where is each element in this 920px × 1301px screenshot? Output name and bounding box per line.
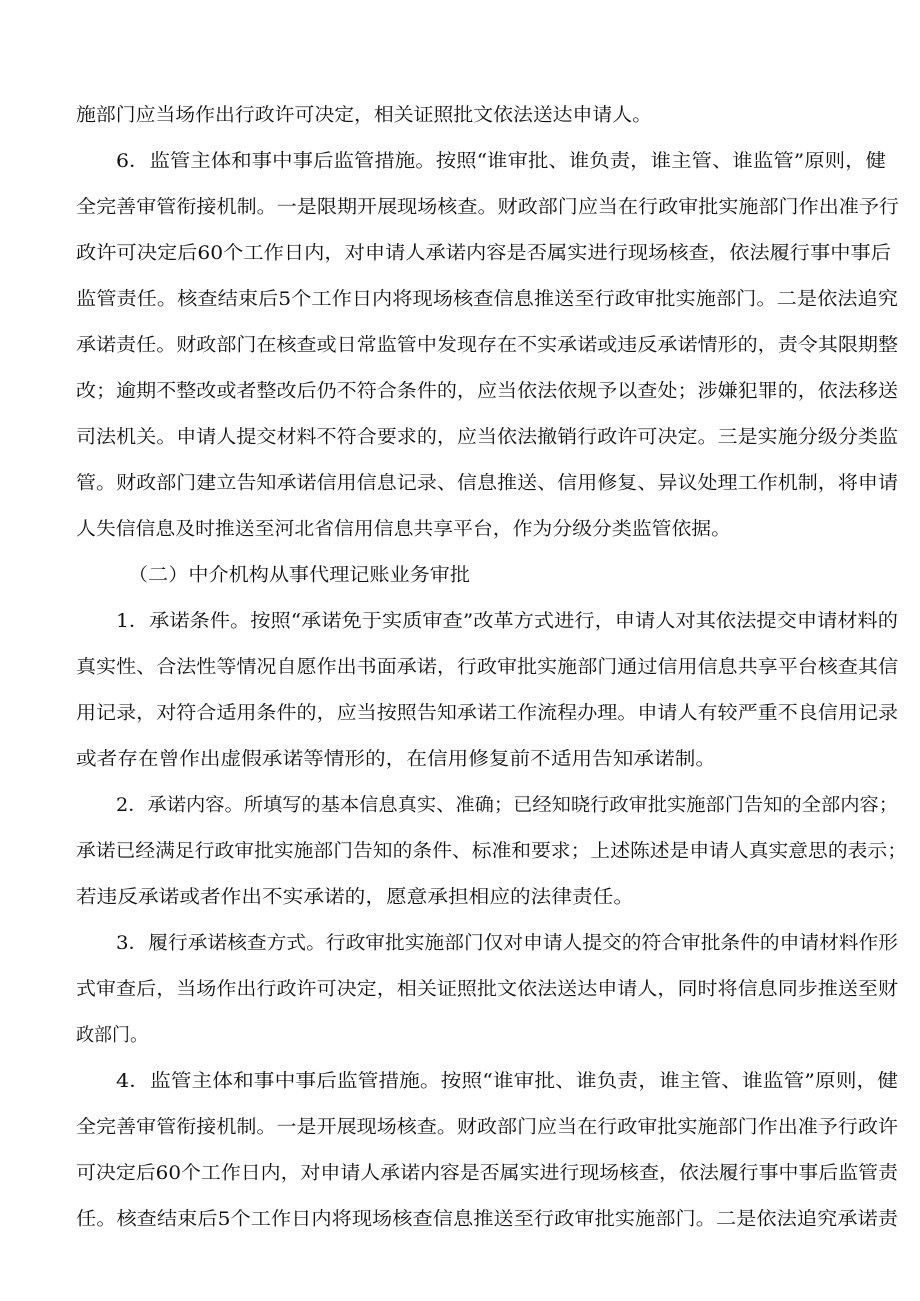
text-line-content: 1．承诺条件。按照“承诺免于实质审查”改革方式进行，申请人对其依法提交申请材料的 [116,611,898,632]
text-line [76,418,920,458]
text-line [116,1062,920,1102]
text-line [76,464,920,504]
text-line-content: 可决定后60个工作日内，对申请人承诺内容是否属实进行现场核查，依法履行事中事后监管责 [76,1163,899,1184]
text-line-content: 2．承诺内容。所填写的基本信息真实、准确；已经知晓行政审批实施部门告知的全部内容； [116,795,898,816]
text-line [76,648,920,688]
section-heading-text: （二）中介机构从事代理记账业务审批 [128,565,470,586]
text-line [76,372,920,412]
text-line-content: 6．监管主体和事中事后监管措施。按照“谁审批、谁负责，谁主管、谁监管”原则，健 [116,151,886,172]
text-line-content: 司法机关。申请人提交材料不符合要求的，应当依法撤销行政许可决定。三是实施分级分类监 [76,427,898,448]
text-line-content: 3．履行承诺核查方式。行政审批实施部门仅对申请人提交的符合审批条件的申请材料作形 [116,933,898,954]
text-line-content: 若违反承诺或者作出不实承诺的，愿意承担相应的法律责任。 [76,887,634,908]
text-line [116,602,920,642]
text-line [76,832,920,872]
text-line [76,96,920,136]
text-line-content: 施部门应当场作出行政许可决定，相关证照批文依法送达申请人。 [76,105,652,126]
text-line [76,740,920,780]
text-line-content: 4．监管主体和事中事后监管措施。按照“谁审批、谁负责，谁主管、谁监管”原则，健 [116,1071,898,1092]
text-line [76,188,920,228]
text-line [116,924,920,964]
text-line [116,786,920,826]
text-line [76,694,920,734]
text-line [76,1016,920,1056]
text-line [76,1154,920,1194]
text-line-content: 真实性、合法性等情况自愿作出书面承诺，行政审批实施部门通过信用信息共享平台核查其信 [76,657,898,678]
text-line-content: 式审查后，当场作出行政许可决定，相关证照批文依法送达申请人，同时将信息同步推送至财 [76,979,898,1000]
text-line [76,234,920,274]
text-line [76,1200,920,1240]
text-line-content: 承诺责任。财政部门在核查或日常监管中发现存在不实承诺或违反承诺情形的，责令其限期整 [76,335,898,356]
text-line-content: 任。核查结束后5个工作日内将现场核查信息推送至行政审批实施部门。二是依法追究承诺责 [76,1209,899,1230]
text-line [76,1108,920,1148]
text-line [76,878,920,918]
text-line [76,510,920,550]
text-line-content: 用记录，对符合适用条件的，应当按照告知承诺工作流程办理。申请人有较严重不良信用记录 [76,703,898,724]
section-heading [128,556,920,596]
text-line [76,280,920,320]
text-line-content: 改；逾期不整改或者整改后仍不符合条件的，应当依法依规予以查处；涉嫌犯罪的，依法移送 [76,381,898,402]
text-line [76,970,920,1010]
text-line-content: 承诺已经满足行政审批实施部门告知的条件、标准和要求；上述陈述是申请人真实意思的表示； [76,841,908,862]
text-line-content: 政部门。 [76,1025,148,1046]
text-line [116,142,920,182]
text-line-content: 全完善审管衔接机制。一是限期开展现场核查。财政部门应当在行政审批实施部门作出准予行 [76,197,899,218]
text-line-content: 政许可决定后60个工作日内，对申请人承诺内容是否属实进行现场核查，依法履行事中事后 [76,243,891,264]
text-line-content: 监管责任。核查结束后5个工作日内将现场核查信息推送至行政审批实施部门。二是依法追究 [76,289,899,310]
text-line [76,326,920,366]
text-line-content: 或者存在曾作出虚假承诺等情形的，在信用修复前不适用告知承诺制。 [76,749,716,770]
text-line-content: 全完善审管衔接机制。一是开展现场核查。财政部门应当在行政审批实施部门作出准予行政许 [76,1117,898,1138]
text-line-content: 管。财政部门建立告知承诺信用信息记录、信息推送、信用修复、异议处理工作机制，将申请 [76,473,898,494]
text-line-content: 人失信信息及时推送至河北省信用信息共享平台，作为分级分类监管依据。 [76,519,731,540]
